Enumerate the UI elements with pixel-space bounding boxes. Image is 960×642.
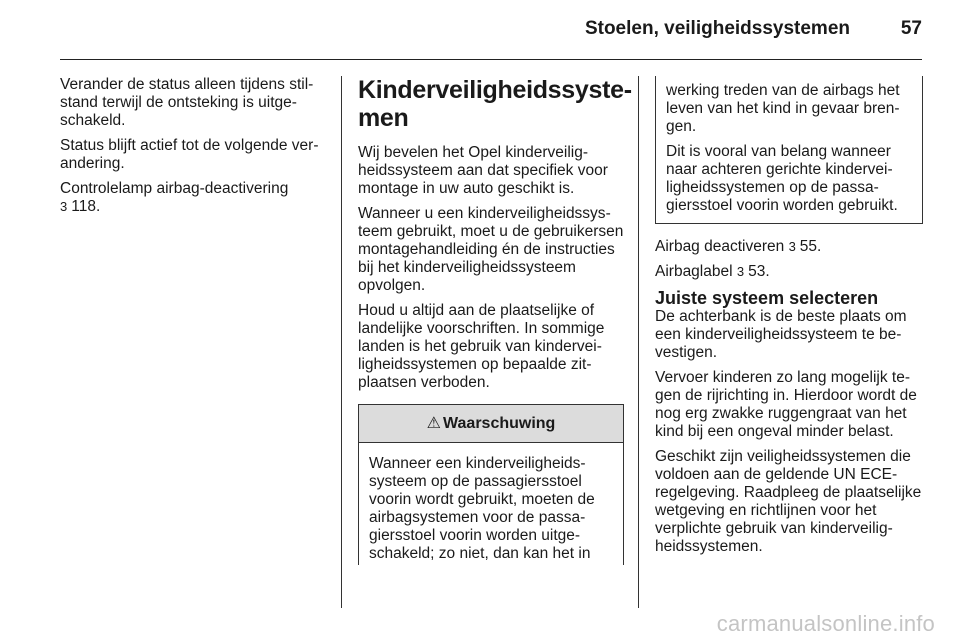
reference-page: 55. (799, 238, 822, 255)
warning-triangle-icon: ⚠ (426, 414, 442, 432)
paragraph: Vervoer kinderen zo lang mogelijk tegen de rijrichting in. Hierdoor wordt de nog erg zwakke ruggengraat van het kind bij een ongeval minder belast. (655, 369, 917, 440)
cross-reference (655, 238, 923, 256)
warning-box (358, 404, 624, 565)
section-heading: Kinderveiligheidssystemen (358, 76, 633, 132)
warning-title: Waarschuwing (443, 414, 556, 432)
paragraph: Wij bevelen het Opel kinderveiligheidssysteem aan dat specifiek voor montage in uw auto geschikt is. (358, 144, 608, 197)
paragraph: Houd u altijd aan de plaatselijke of landelijke voorschriften. In sommige landen is het gebruik van kinderveiligheidssystemen op bepaalde zitplaatsen verboden. (358, 302, 605, 391)
cross-reference (60, 180, 325, 216)
warning-text: Wanneer een kinderveiligheidssysteem op de passagiersstoel voorin wordt gebruikt, moeten de airbagsystemen voor de passagiersstoel voorin worden uitgeschakeld; zo niet, dan kan het in (369, 455, 595, 562)
paragraph: Wanneer u een kinderveiligheidssysteem gebruikt, moet u de gebruikersen montagehandleiding én de instructies bij het kinderveiligheidssysteem opvolgen. (358, 205, 624, 294)
column-divider-2 (638, 76, 639, 608)
paragraph: Geschikt zijn veiligheidssystemen die voldoen aan de geldende UN ECE-regelgeving. Raadpleeg de plaatselijke wetgeving en richtlijnen voor het verplichte gebruik van kinderveiligheidssystemen. (655, 448, 922, 555)
reference-text: Controlelamp airbag-deactivering (60, 180, 289, 197)
running-header-title: Stoelen, veiligheidssystemen (584, 18, 850, 39)
warning-text: Dit is vooral van belang wanneer naar achteren gerichte kinderveiligheidssystemen op de passagiersstoel voorin worden gebruikt. (666, 143, 898, 214)
watermark: carmanualsonline.info (716, 611, 935, 636)
header-divider (60, 59, 922, 60)
paragraph: De achterbank is de beste plaats om een kinderveiligheidssysteem te bevestigen. (655, 308, 907, 361)
page-number: 57 (900, 18, 922, 39)
warning-text: werking treden van de airbags het leven van het kind in gevaar brengen. (666, 82, 900, 135)
warning-box-continued (655, 76, 923, 224)
page-reference-arrow-icon: 3 (736, 264, 745, 279)
column-divider-1 (341, 76, 342, 608)
reference-text: Airbaglabel (655, 263, 733, 280)
subsection-heading: Juiste systeem selecteren (655, 288, 879, 308)
reference-text: Airbag deactiveren (655, 238, 785, 255)
page-reference-arrow-icon: 3 (60, 199, 68, 214)
paragraph: Status blijft actief tot de volgende verandering. (60, 137, 319, 172)
reference-page: 53. (748, 263, 770, 280)
page-reference-arrow-icon: 3 (788, 239, 796, 254)
column-right (655, 76, 923, 563)
column-left (60, 76, 325, 223)
reference-page: 118. (71, 198, 101, 215)
paragraph: Verander de status alleen tijdens stilstand terwijl de ontsteking is uitgeschakeld. (60, 76, 314, 129)
column-middle (358, 76, 633, 565)
warning-header (359, 405, 623, 443)
cross-reference (655, 263, 923, 281)
